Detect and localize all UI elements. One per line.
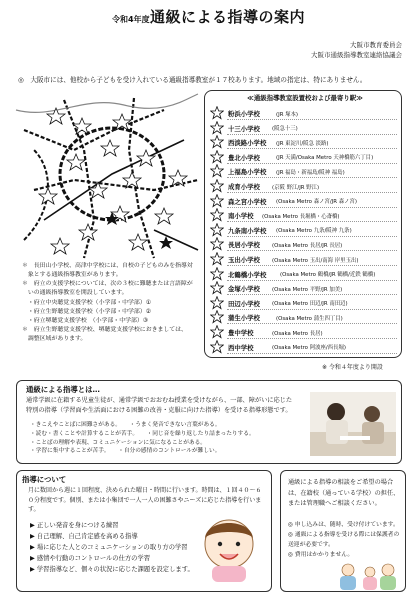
school-list-item bbox=[210, 311, 400, 325]
school-name: 豊北小学校 bbox=[228, 153, 260, 162]
school-name: 長居小学校 bbox=[228, 241, 260, 250]
divider bbox=[227, 280, 397, 281]
school-list-item bbox=[210, 326, 400, 340]
what-is-body: 通常学級に在籍する児童生徒が、通常学級でおおむね授業を受けながら、一部、障がいに応じた特別の指導（学習面や生活面における困難の改善・克服に向けた指導）を受ける指導形態です。 bbox=[26, 397, 293, 414]
note-line: 象とする通級指導教室があります。 bbox=[22, 272, 122, 279]
school-list-item bbox=[210, 209, 400, 223]
divider bbox=[227, 353, 397, 354]
guidance-item-text: 感情や行動のコントロールの仕方の学習 bbox=[36, 555, 151, 563]
example-item: ・きこえやことばに困難さがある。 ・うまく発音できない言葉がある。 bbox=[30, 422, 221, 428]
school-star-marker bbox=[129, 234, 147, 250]
note-line: ・府立堺聴覚支援学校 （小学部・中学部）③ bbox=[22, 317, 149, 324]
school-star-marker bbox=[47, 108, 65, 124]
divider bbox=[227, 338, 397, 339]
note-line: ＊ 府立の支援学校については、次の３校に難聴または言語障が bbox=[22, 281, 193, 288]
star-icon bbox=[210, 252, 224, 266]
divider bbox=[227, 192, 397, 193]
station-note: (JR 塚本) bbox=[276, 111, 299, 118]
station-note: (Osaka Metro 蒲生四丁目) bbox=[276, 315, 343, 322]
school-list-item bbox=[210, 151, 400, 165]
school-list-item bbox=[210, 253, 400, 267]
school-list-item bbox=[210, 180, 400, 194]
consultation-notes bbox=[288, 520, 400, 561]
guidance-list bbox=[30, 520, 194, 575]
divider bbox=[227, 323, 397, 324]
school-name: 蒲生小学校 bbox=[228, 314, 260, 323]
guidance-item-text: 学習指導など、個々の状況に応じた課題を設定します。 bbox=[36, 566, 194, 574]
star-icon bbox=[210, 281, 224, 295]
divider bbox=[227, 221, 397, 222]
school-name: 豊中学校 bbox=[228, 329, 254, 337]
divider bbox=[227, 265, 397, 266]
star-icon bbox=[210, 121, 224, 135]
check-icon: ▶ bbox=[30, 544, 37, 552]
school-star-marker bbox=[79, 224, 97, 240]
station-note: (Osaka Metro 鶴橋/JR 鶴橋/近鉄 鶴橋) bbox=[280, 272, 376, 279]
star-icon bbox=[210, 223, 224, 237]
star-icon bbox=[210, 267, 224, 281]
divider bbox=[227, 294, 397, 295]
guidance-item bbox=[30, 564, 194, 575]
school-star-marker bbox=[89, 182, 107, 198]
school-list-item bbox=[210, 195, 400, 209]
what-is-title: 通級による指導とは… bbox=[26, 385, 100, 394]
divider bbox=[227, 148, 397, 149]
station-note: (JR 東淀川/阪急 淡路) bbox=[276, 140, 329, 147]
river bbox=[16, 94, 198, 112]
school-name: 玉出小学校 bbox=[228, 256, 260, 264]
school-list-item bbox=[210, 107, 400, 121]
school-list-item bbox=[210, 282, 400, 296]
school-name: 十三小学校 bbox=[228, 124, 260, 133]
star-icon bbox=[210, 325, 224, 339]
note-line: 調整区域があります。 bbox=[22, 336, 87, 343]
school-name: 上福島小学校 bbox=[228, 168, 267, 177]
school-star-marker bbox=[67, 154, 85, 170]
note-line: ・府立中央聴覚支援学校（小学部・中学部）① bbox=[22, 299, 151, 306]
star-icon bbox=[210, 296, 224, 310]
divider bbox=[227, 309, 397, 310]
school-name: 北鶴橋小学校 bbox=[228, 270, 267, 279]
school-list-item bbox=[210, 165, 400, 179]
station-note: (Osaka Metro 玉出/南海 岸里玉出) bbox=[272, 257, 359, 264]
station-note: (Osaka Metro 森ノ宮/JR 森ノ宮) bbox=[276, 199, 358, 206]
guidance-item bbox=[30, 520, 180, 531]
school-name: 成育小学校 bbox=[228, 183, 260, 191]
organizer-line-2: 大阪市通級指導教室連絡協議会 bbox=[311, 51, 402, 59]
school-name: 森之宮小学校 bbox=[228, 197, 267, 206]
station-note: (Osaka Metro 九条/阪神 九条) bbox=[276, 228, 352, 235]
what-is-examples bbox=[30, 421, 288, 456]
child-illustration bbox=[192, 508, 266, 584]
star-icon bbox=[210, 150, 224, 164]
school-name: 田辺小学校 bbox=[228, 299, 260, 308]
consultation-note: ◎ 費用はかかりません。 bbox=[288, 552, 354, 559]
school-star-marker bbox=[137, 150, 155, 166]
school-name: 九条南小学校 bbox=[228, 226, 267, 235]
divider bbox=[227, 119, 397, 120]
station-note: (Osaka Metro 長居/JR 長居) bbox=[272, 242, 343, 249]
page-title: 通級による指導の案内 bbox=[150, 8, 306, 26]
divider bbox=[227, 177, 397, 178]
station-note: (Osaka Metro 平野/JR 加美) bbox=[272, 286, 343, 293]
star-icon bbox=[210, 340, 224, 354]
school-list-heading: ≪通級指導教室設置校および最寄り駅≫ bbox=[247, 94, 363, 102]
organizer-line-1: 大阪市教育委員会 bbox=[350, 41, 402, 49]
divider bbox=[227, 163, 397, 164]
divider bbox=[227, 250, 397, 251]
station-note: (JR 福島・新福島/阪神 福島) bbox=[276, 169, 345, 176]
intro-text: ◎ 大阪市には、他校から子どもを受け入れている通級指導教室が１７校あります。地域の指定は、特にありません。 bbox=[18, 76, 367, 84]
consultation-body: 通級による指導の相談をご希望の場合は、在籍校（通っている学校）の担任、または管理職へご相談ください。 bbox=[288, 479, 400, 508]
guidance-body: 月に数回から週に１回程度、決められた曜日・時間に行います。時間は、１回４０～６０分程度です。個別、または小集団で一人一人の困難さやニーズに応じた指導を行います。 bbox=[28, 487, 262, 514]
school-list-item bbox=[210, 224, 400, 238]
station-note: (Osaka Metro 田辺/JR 南田辺) bbox=[272, 301, 348, 308]
school-list-item bbox=[210, 341, 400, 355]
school-list-item bbox=[210, 122, 400, 136]
school-list-item bbox=[210, 297, 400, 311]
list-footnote: ※ 令和４年度より開設 bbox=[322, 364, 383, 371]
station-note: (Osaka Metro 阿波座/西長堀) bbox=[272, 345, 346, 352]
guidance-item-text: 場に応じた人とのコミュニケーションの取り方の学習 bbox=[36, 544, 188, 552]
people-illustration bbox=[330, 560, 400, 590]
divider bbox=[227, 236, 397, 237]
check-icon: ▶ bbox=[30, 566, 37, 574]
school-name: 粉浜小学校 bbox=[228, 110, 260, 118]
example-item: ・読む・書くことや計算することが苦手。 ・同じ音を繰り返したり詰まったりする。 bbox=[30, 430, 255, 437]
example-item: ・ことばの理解や表現、コミュニケーションに気になることがある。 bbox=[30, 439, 206, 446]
school-star-marker bbox=[51, 238, 69, 254]
school-star-marker bbox=[101, 140, 119, 156]
school-star-marker bbox=[155, 208, 173, 224]
example-item: ・学習に集中することが苦手。 ・自分の感情のコントロールが難しい。 bbox=[30, 448, 221, 455]
guidance-item-text: 正しい発音を身につける練習 bbox=[36, 522, 119, 529]
teaching-photo bbox=[310, 392, 396, 456]
star-icon bbox=[210, 310, 224, 324]
school-name: 金塚小学校 bbox=[228, 285, 260, 294]
school-list-item bbox=[210, 238, 400, 252]
note-line: ＊ 長田山小学校、高津中学校には、自校の子どものみを指導対 bbox=[22, 263, 193, 269]
school-star-marker bbox=[39, 188, 57, 204]
guidance-item bbox=[30, 553, 180, 564]
star-icon bbox=[210, 135, 224, 149]
station-note: (Osaka Metro 長居) bbox=[272, 330, 323, 337]
check-icon: ▶ bbox=[30, 555, 37, 563]
school-name: 西中学校 bbox=[228, 343, 254, 352]
guidance-item bbox=[30, 531, 180, 542]
consultation-note: ◎ 申し込みは、随時、受け付けています。 bbox=[288, 522, 399, 528]
station-note: (Osaka Metro 長堀橋・心斎橋) bbox=[262, 213, 340, 220]
note-line: ・府立生野聴覚支援学校（小学部・中学部）② bbox=[22, 308, 151, 315]
star-icon bbox=[210, 208, 224, 222]
station-note: (JR 天満/Osaka Metro 天神橋筋六丁目) bbox=[276, 155, 374, 162]
star-icon bbox=[210, 106, 224, 120]
star-icon bbox=[210, 237, 224, 251]
school-name: 西淡路小学校 bbox=[228, 139, 267, 148]
station-note: (阪急十三) bbox=[272, 126, 298, 133]
station-note: (京阪 野江/JR 野江) bbox=[272, 184, 320, 191]
star-icon bbox=[210, 194, 224, 208]
guidance-title: 指導について bbox=[22, 475, 67, 484]
note-line: ＊ 府立生野聴覚支援学校、堺聴覚支援学校におきましては、 bbox=[22, 326, 187, 333]
year-label: 令和4年度 bbox=[112, 15, 150, 24]
note-line: いの通級指導教室を開設しています。 bbox=[22, 290, 128, 297]
notes-block bbox=[22, 262, 200, 344]
guidance-item-text: 自己理解、自己肯定感を高める指導 bbox=[36, 533, 138, 541]
check-icon: ▶ bbox=[30, 522, 37, 529]
rail-line bbox=[154, 230, 198, 250]
star-icon bbox=[210, 179, 224, 193]
divider bbox=[227, 207, 397, 208]
guidance-item bbox=[30, 542, 188, 553]
divider bbox=[227, 134, 397, 135]
consultation-note: ◎ 通級による指導を受ける際には保護者の送迎が必要です。 bbox=[288, 532, 400, 549]
school-map bbox=[14, 90, 200, 260]
school-list-item bbox=[210, 136, 400, 150]
star-icon bbox=[210, 164, 224, 178]
school-name: 南小学校 bbox=[228, 212, 254, 221]
school-list-item bbox=[210, 268, 400, 282]
check-icon: ▶ bbox=[30, 533, 37, 541]
